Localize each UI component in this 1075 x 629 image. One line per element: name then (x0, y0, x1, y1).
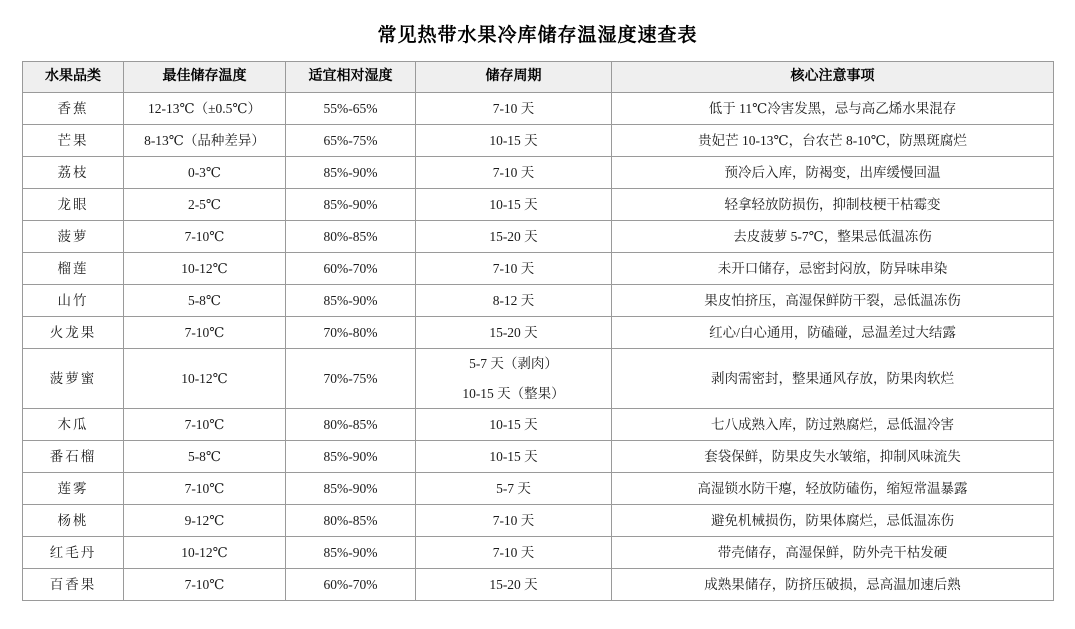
cell-notes: 高湿锁水防干瘪，轻放防磕伤，缩短常温暴露 (612, 473, 1054, 505)
cell-line: 10-15 天（整果） (462, 385, 565, 401)
table-row (23, 537, 1054, 569)
cell-line: 5-7 天（剥肉） (469, 356, 558, 371)
cell-humidity: 70%-75% (286, 349, 416, 409)
cell-notes: 贵妃芒 10-13℃，台农芒 8-10℃，防黑斑腐烂 (612, 125, 1054, 157)
cell-temperature: 5-8℃ (124, 285, 286, 317)
table-row (23, 569, 1054, 601)
cell-temperature: 12-13℃（±0.5℃） (124, 93, 286, 125)
column-header-temperature: 最佳储存温度 (124, 62, 286, 93)
cell-notes: 未开口储存，忌密封闷放，防异味串染 (612, 253, 1054, 285)
cell-storage-period: 8-12 天 (416, 285, 612, 317)
column-header-notes: 核心注意事项 (612, 62, 1054, 93)
column-header-period: 储存周期 (416, 62, 612, 93)
table-row (23, 409, 1054, 441)
table-row (23, 317, 1054, 349)
cell-notes: 七八成熟入库，防过熟腐烂，忌低温冷害 (612, 409, 1054, 441)
cell-humidity: 80%-85% (286, 505, 416, 537)
cell-notes: 剥肉需密封，整果通风存放，防果肉软烂 (612, 349, 1054, 409)
cell-humidity: 85%-90% (286, 157, 416, 189)
cell-humidity: 55%-65% (286, 93, 416, 125)
cell-notes: 红心/白心通用，防磕碰，忌温差过大结露 (612, 317, 1054, 349)
cell-humidity: 70%-80% (286, 317, 416, 349)
cell-storage-period: 10-15 天 (416, 441, 612, 473)
cell-fruit-name: 榴莲 (23, 253, 124, 285)
cell-storage-period: 15-20 天 (416, 221, 612, 253)
cell-humidity: 85%-90% (286, 189, 416, 221)
cell-storage-period: 7-10 天 (416, 537, 612, 569)
cell-humidity: 60%-70% (286, 569, 416, 601)
cell-storage-period: 7-10 天 (416, 93, 612, 125)
cell-temperature: 7-10℃ (124, 473, 286, 505)
cell-temperature: 7-10℃ (124, 221, 286, 253)
cell-temperature: 10-12℃ (124, 537, 286, 569)
table-row (23, 157, 1054, 189)
cell-fruit-name: 荔枝 (23, 157, 124, 189)
cell-humidity: 80%-85% (286, 221, 416, 253)
fruit-storage-table (22, 61, 1054, 601)
table-row (23, 253, 1054, 285)
cell-fruit-name: 百香果 (23, 569, 124, 601)
cell-notes: 避免机械损伤，防果体腐烂，忌低温冻伤 (612, 505, 1054, 537)
cell-temperature: 10-12℃ (124, 253, 286, 285)
cell-fruit-name: 菠萝蜜 (23, 349, 124, 409)
table-row (23, 189, 1054, 221)
table-row (23, 125, 1054, 157)
table-row (23, 221, 1054, 253)
cell-temperature: 7-10℃ (124, 569, 286, 601)
cell-notes: 预冷后入库，防褐变，出库缓慢回温 (612, 157, 1054, 189)
table-row (23, 349, 1054, 409)
cell-fruit-name: 龙眼 (23, 189, 124, 221)
cell-humidity: 80%-85% (286, 409, 416, 441)
cell-notes: 套袋保鲜，防果皮失水皱缩，抑制风味流失 (612, 441, 1054, 473)
cell-notes: 低于 11℃冷害发黑，忌与高乙烯水果混存 (612, 93, 1054, 125)
cell-storage-period: 15-20 天 (416, 569, 612, 601)
cell-humidity: 65%-75% (286, 125, 416, 157)
cell-storage-period: 10-15 天 (416, 409, 612, 441)
cell-humidity: 60%-70% (286, 253, 416, 285)
cell-temperature: 5-8℃ (124, 441, 286, 473)
table-body (23, 93, 1054, 601)
cell-fruit-name: 杨桃 (23, 505, 124, 537)
cell-temperature: 7-10℃ (124, 409, 286, 441)
cell-notes: 去皮菠萝 5-7℃，整果忌低温冻伤 (612, 221, 1054, 253)
column-header-humidity: 适宜相对湿度 (286, 62, 416, 93)
cell-storage-period: 10-15 天 (416, 189, 612, 221)
cell-notes: 果皮怕挤压，高湿保鲜防干裂，忌低温冻伤 (612, 285, 1054, 317)
cell-temperature: 2-5℃ (124, 189, 286, 221)
page-title: 常见热带水果冷库储存温湿度速查表 (377, 25, 698, 46)
cell-storage-period: 7-10 天 (416, 505, 612, 537)
cell-notes: 带壳储存，高湿保鲜，防外壳干枯发硬 (612, 537, 1054, 569)
table-row (23, 473, 1054, 505)
cell-fruit-name: 莲雾 (23, 473, 124, 505)
cell-humidity: 85%-90% (286, 537, 416, 569)
cell-storage-period: 15-20 天 (416, 317, 612, 349)
table-row (23, 285, 1054, 317)
cell-storage-period: 7-10 天 (416, 157, 612, 189)
cell-humidity: 85%-90% (286, 285, 416, 317)
cell-fruit-name: 菠萝 (23, 221, 124, 253)
table-row (23, 505, 1054, 537)
cell-fruit-name: 木瓜 (23, 409, 124, 441)
cell-temperature: 0-3℃ (124, 157, 286, 189)
cell-fruit-name: 香蕉 (23, 93, 124, 125)
cell-fruit-name: 山竹 (23, 285, 124, 317)
cell-storage-period: 5-7 天 (416, 473, 612, 505)
cell-storage-period: 7-10 天 (416, 253, 612, 285)
table-row (23, 93, 1054, 125)
table-container (0, 61, 1075, 601)
cell-notes: 成熟果储存，防挤压破损，忌高温加速后熟 (612, 569, 1054, 601)
cell-notes: 轻拿轻放防损伤，抑制枝梗干枯霉变 (612, 189, 1054, 221)
cell-temperature: 9-12℃ (124, 505, 286, 537)
cell-fruit-name: 芒果 (23, 125, 124, 157)
table-header (23, 62, 1054, 93)
cell-storage-period (416, 349, 612, 409)
cell-temperature: 10-12℃ (124, 349, 286, 409)
cell-fruit-name: 番石榴 (23, 441, 124, 473)
document-page (0, 20, 1075, 629)
table-row (23, 441, 1054, 473)
cell-fruit-name: 红毛丹 (23, 537, 124, 569)
table-header-row (23, 62, 1054, 93)
cell-storage-period: 10-15 天 (416, 125, 612, 157)
column-header-fruit-type: 水果品类 (23, 62, 124, 93)
cell-temperature: 7-10℃ (124, 317, 286, 349)
cell-temperature: 8-13℃（品种差异） (124, 125, 286, 157)
cell-fruit-name: 火龙果 (23, 317, 124, 349)
cell-humidity: 85%-90% (286, 441, 416, 473)
cell-humidity: 85%-90% (286, 473, 416, 505)
